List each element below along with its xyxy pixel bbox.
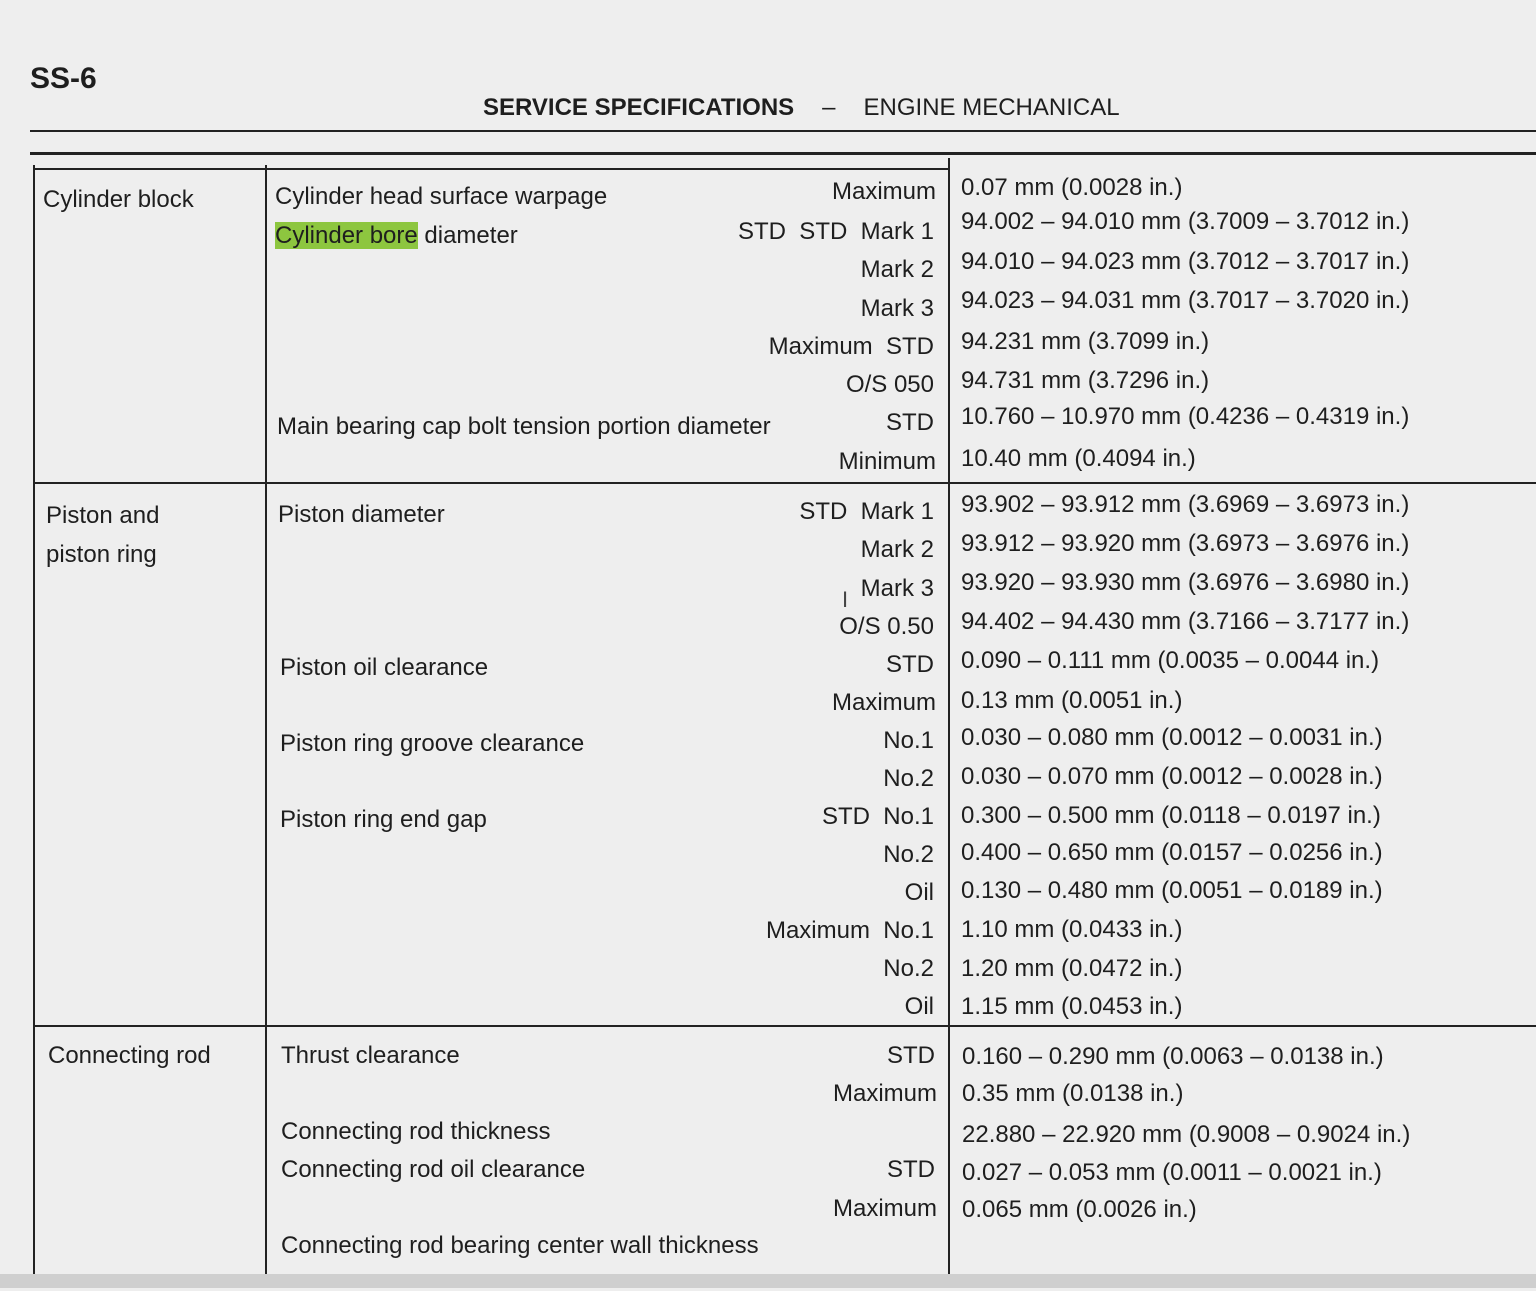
spec-item: Thrust clearance [281,1042,460,1069]
spec-value: 0.065 mm (0.0026 in.) [962,1196,1197,1223]
heading-separator: – [822,94,836,121]
spec-condition: Maximum No.1 [765,917,934,944]
spec-condition: STD STD Mark 1 [737,218,934,245]
spec-item-rest: diameter [417,222,518,249]
spec-value: 94.731 mm (3.7296 in.) [961,367,1210,394]
spec-value: 0.400 – 0.650 mm (0.0157 – 0.0256 in.) [961,839,1383,866]
subsection-title: ENGINE MECHANICAL [863,94,1120,121]
spec-item: Connecting rod bearing center wall thickness [281,1232,759,1259]
heading-rule [30,130,1536,132]
table-col-divider-2 [948,158,950,1275]
spec-condition: STD [887,1042,935,1069]
spec-item: Main bearing cap bolt tension portion diameter [277,413,771,440]
bottom-edge [0,1274,1536,1288]
spec-value: 0.030 – 0.080 mm (0.0012 – 0.0031 in.) [961,724,1383,751]
spec-condition: Mark 3 [860,295,934,322]
spec-condition: Mark 2 [860,536,934,563]
page-id: SS-6 [30,62,97,95]
spec-value: 0.300 – 0.500 mm (0.0118 – 0.0197 in.) [961,802,1381,829]
page-heading [483,94,1120,122]
spec-condition: Mark 2 [860,256,934,283]
spec-item: Piston diameter [278,501,445,528]
spec-condition: Maximum [832,1080,937,1107]
spec-condition: No.2 [883,955,934,982]
group-divider-1 [33,482,1536,484]
spec-item: Cylinder head surface warpage [275,183,608,210]
spec-condition: O/S 050 [845,371,934,398]
spec-value: 93.902 – 93.912 mm (3.6969 – 3.6973 in.) [961,491,1410,518]
text-cursor-icon: I [842,587,849,612]
group-label-cylinder-block: Cylinder block [43,186,194,213]
spec-value: 1.15 mm (0.0453 in.) [961,993,1183,1020]
spec-condition: No.2 [883,841,934,868]
spec-item-highlighted [275,222,518,250]
spec-condition: Maximum [831,178,936,205]
section-title: SERVICE SPECIFICATIONS [483,94,795,121]
spec-condition: O/S 0.50 [839,613,934,640]
group-label-piston: Piston and [46,502,160,529]
spec-condition: STD [886,409,934,436]
spec-value: 0.027 – 0.053 mm (0.0011 – 0.0021 in.) [962,1159,1382,1186]
spec-condition: Maximum [831,689,936,716]
spec-condition: Maximum STD [768,333,934,360]
spec-item: Piston oil clearance [280,654,489,681]
spec-value: 0.07 mm (0.0028 in.) [961,174,1183,201]
spec-item: Piston ring end gap [280,806,487,833]
spec-condition: STD [887,1156,935,1183]
spec-value: 94.402 – 94.430 mm (3.7166 – 3.7177 in.) [961,608,1410,635]
spec-condition: Oil [904,879,934,906]
spec-value: 0.13 mm (0.0051 in.) [961,687,1183,714]
spec-item: Piston ring groove clearance [280,730,585,757]
spec-condition: Oil [904,993,934,1020]
spec-condition: No.2 [883,765,934,792]
table-top-inner [33,168,950,170]
spec-item: Connecting rod oil clearance [281,1156,586,1183]
spec-condition: STD Mark 1 [799,498,934,525]
spec-item: Connecting rod thickness [281,1118,551,1145]
spec-value: 94.010 – 94.023 mm (3.7012 – 3.7017 in.) [961,248,1410,275]
spec-value: 0.35 mm (0.0138 in.) [962,1080,1184,1107]
spec-value: 93.920 – 93.930 mm (3.6976 – 3.6980 in.) [961,569,1410,596]
spec-value: 93.912 – 93.920 mm (3.6973 – 3.6976 in.) [961,530,1410,557]
spec-value: 10.40 mm (0.4094 in.) [961,445,1196,472]
spec-condition: STD [886,651,934,678]
spec-condition: Minimum [838,448,936,475]
group-divider-2 [33,1025,1536,1027]
spec-value: 0.090 – 0.111 mm (0.0035 – 0.0044 in.) [961,647,1380,674]
spec-value: 0.030 – 0.070 mm (0.0012 – 0.0028 in.) [961,763,1383,790]
spec-value: 0.160 – 0.290 mm (0.0063 – 0.0138 in.) [962,1043,1384,1070]
group-label-connecting-rod: Connecting rod [48,1042,211,1069]
table-col-divider-1 [265,165,267,1275]
spec-value: 10.760 – 10.970 mm (0.4236 – 0.4319 in.) [961,403,1410,430]
spec-value: 22.880 – 22.920 mm (0.9008 – 0.9024 in.) [962,1121,1411,1148]
spec-value: 94.231 mm (3.7099 in.) [961,328,1210,355]
spec-value: 94.023 – 94.031 mm (3.7017 – 3.7020 in.) [961,287,1410,314]
spec-value: 1.20 mm (0.0472 in.) [961,955,1183,982]
group-label-piston: piston ring [46,541,157,568]
spec-condition: STD No.1 [821,803,934,830]
table-left-border [33,165,35,1275]
spec-condition: Mark 3 [860,575,934,602]
spec-condition: Maximum [832,1195,937,1222]
spec-value: 1.10 mm (0.0433 in.) [961,916,1183,943]
spec-value: 94.002 – 94.010 mm (3.7009 – 3.7012 in.) [961,208,1410,235]
spec-value: 0.130 – 0.480 mm (0.0051 – 0.0189 in.) [961,877,1383,904]
spec-condition: No.1 [883,727,934,754]
highlight-mark: Cylinder bore [275,222,418,249]
